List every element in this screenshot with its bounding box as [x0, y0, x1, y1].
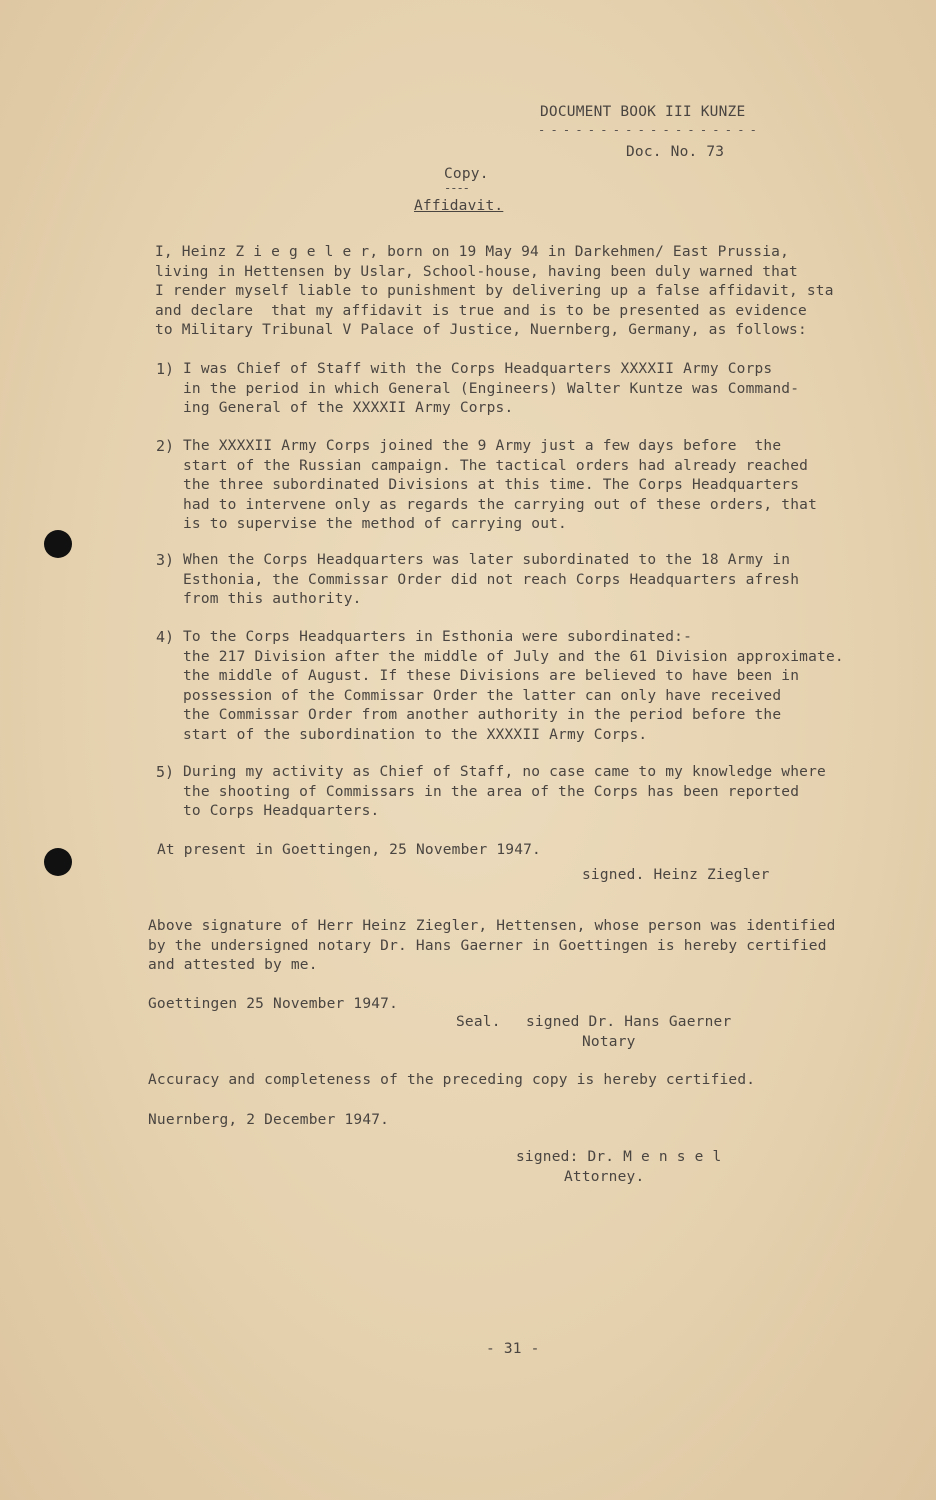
item-number: 1)	[156, 360, 175, 378]
intro-line: living in Hettensen by Uslar, School-house, having been duly warned that	[155, 263, 798, 280]
item-line: Esthonia, the Commissar Order did not reach Corps Headquarters afresh	[183, 571, 800, 588]
certification-line: Above signature of Herr Heinz Ziegler, Hettensen, whose person was identified	[148, 918, 836, 934]
item-line: When the Corps Headquarters was later subordinated to the 18 Army in	[183, 552, 791, 568]
item-line: from this authority.	[183, 591, 362, 607]
accuracy-statement: Accuracy and completeness of the preceding copy is hereby certified.	[148, 1072, 756, 1088]
item-number: 5)	[156, 763, 175, 781]
item-line: I was Chief of Staff with the Corps Headquarters XXXXII Army Corps	[183, 361, 773, 377]
item-line: the middle of August. If these Divisions are believed to have been in	[183, 668, 800, 684]
copy-heading: Copy.	[444, 166, 489, 182]
punch-hole-icon	[44, 530, 72, 558]
place-date: At present in Goettingen, 25 November 1947.	[157, 842, 541, 858]
item-5-text	[183, 763, 826, 822]
document-book-underline: - - - - - - - - - - - - - - - - - -	[538, 123, 756, 137]
certification-line: by the undersigned notary Dr. Hans Gaerner in Goettingen is hereby certified	[148, 937, 827, 954]
seal-label: Seal.	[456, 1014, 501, 1030]
item-line: To the Corps Headquarters in Esthonia were subordinated:-	[183, 629, 692, 645]
item-1-text	[183, 360, 799, 419]
document-number: Doc. No. 73	[626, 144, 725, 160]
item-number: 2)	[156, 437, 175, 455]
attorney-title: Attorney.	[564, 1169, 645, 1185]
certification-paragraph	[148, 917, 836, 976]
notary-place-date: Goettingen 25 November 1947.	[148, 996, 399, 1012]
certification-line: and attested by me.	[148, 957, 318, 973]
item-line: the three subordinated Divisions at this time. The Corps Headquarters	[183, 477, 800, 493]
item-line: the Commissar Order from another authority in the period before the	[183, 707, 782, 723]
attorney-signature: signed: Dr. M e n s e l	[516, 1149, 722, 1165]
notary-title: Notary	[582, 1034, 636, 1050]
notary-signature: signed Dr. Hans Gaerner	[526, 1014, 732, 1030]
item-4-text	[183, 628, 844, 745]
item-3-text	[183, 551, 799, 610]
intro-line: and declare that my affidavit is true and is to be presented as evidence	[155, 302, 807, 319]
item-line: is to supervise the method of carrying out.	[183, 516, 567, 532]
item-2-text	[183, 437, 817, 535]
item-line: During my activity as Chief of Staff, no case came to my knowledge where	[183, 764, 826, 780]
item-line: had to intervene only as regards the carrying out of these orders, that	[183, 496, 818, 513]
item-line: ing General of the XXXXII Army Corps.	[183, 400, 514, 416]
copy-underline: ----	[444, 181, 469, 195]
punch-hole-icon	[44, 848, 72, 876]
item-line: the 217 Division after the middle of July and the 61 Division approximate.	[183, 648, 844, 665]
intro-line: I, Heinz Z i e g e l e r, born on 19 May 94 in Darkehmen/ East Prussia,	[155, 244, 790, 260]
item-line: The XXXXII Army Corps joined the 9 Army just a few days before the	[183, 438, 782, 454]
affidavit-heading: Affidavit.	[414, 198, 504, 214]
item-line: in the period in which General (Engineers) Walter Kuntze was Command-	[183, 380, 800, 397]
item-number: 3)	[156, 551, 175, 569]
nuernberg-date: Nuernberg, 2 December 1947.	[148, 1112, 390, 1128]
item-line: to Corps Headquarters.	[183, 803, 380, 819]
intro-line: I render myself liable to punishment by delivering up a false affidavit, sta	[155, 283, 834, 299]
intro-paragraph	[155, 243, 834, 341]
document-book-label: DOCUMENT BOOK III KUNZE	[540, 104, 746, 120]
item-line: start of the subordination to the XXXXII Army Corps.	[183, 726, 648, 743]
item-number: 4)	[156, 628, 175, 646]
item-line: the shooting of Commissars in the area of the Corps has been reported	[183, 783, 800, 800]
item-line: possession of the Commissar Order the latter can only have received	[183, 687, 782, 704]
page-number: - 31 -	[486, 1341, 540, 1357]
item-line: start of the Russian campaign. The tactical orders had already reached	[183, 457, 809, 474]
intro-line: to Military Tribunal V Palace of Justice, Nuernberg, Germany, as follows:	[155, 322, 807, 338]
signature-ziegler: signed. Heinz Ziegler	[582, 867, 770, 883]
